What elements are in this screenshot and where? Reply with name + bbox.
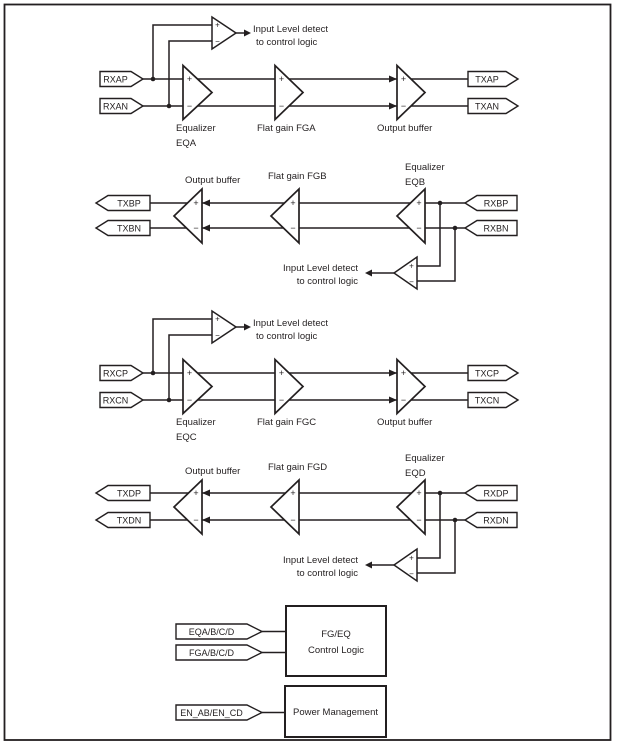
minus-sign: − [416, 223, 422, 233]
plus-sign: + [416, 488, 422, 498]
junction-dot [151, 77, 156, 82]
equalizer-label: Equalizer [176, 417, 216, 428]
junction-dot [151, 371, 156, 376]
pin-label-txcn: TXCN [474, 395, 500, 406]
junction-dot [453, 226, 458, 231]
junction-dot [453, 518, 458, 523]
minus-sign: − [215, 331, 220, 340]
minus-sign: − [215, 37, 220, 46]
minus-sign: − [193, 515, 199, 525]
flat-gain-label: Flat gain FGA [257, 123, 316, 134]
arrowhead-icon [202, 517, 210, 524]
pin-label-rxcp: RXCP [102, 368, 129, 379]
pin-label-eq-control: EQA/B/C/D [188, 627, 235, 637]
output-buffer-label: Output buffer [377, 123, 433, 134]
minus-sign: − [278, 101, 285, 111]
minus-sign: − [400, 395, 407, 405]
detect-text-line1: Input Level detect [253, 318, 328, 329]
junction-dot [167, 104, 172, 109]
arrowhead-icon [365, 270, 372, 277]
detect-text-line1: Input Level detect [253, 24, 328, 35]
plus-sign: + [278, 368, 285, 378]
flat-gain-label: Flat gain FGD [268, 462, 328, 473]
junction-dot [438, 201, 443, 206]
arrowhead-icon [202, 200, 210, 207]
pin-label-txan: TXAN [474, 101, 500, 112]
detect-text-line1: Input Level detect [283, 263, 358, 274]
arrowhead-icon [244, 30, 251, 37]
output-buffer-label: Output buffer [377, 417, 433, 428]
pin-label-enable: EN_AB/EN_CD [180, 708, 243, 718]
minus-sign: − [186, 395, 193, 405]
control-logic-box-line1: FG/EQ [321, 629, 351, 640]
plus-sign: + [186, 74, 193, 84]
pin-label-txbn: TXBN [116, 223, 142, 234]
plus-sign: + [186, 368, 193, 378]
equalizer-id-label: EQB [405, 177, 426, 188]
arrowhead-icon [365, 562, 372, 569]
pin-label-rxan: RXAN [102, 101, 129, 112]
output-buffer-label: Output buffer [185, 466, 241, 477]
equalizer-id-label: EQC [176, 432, 197, 443]
minus-sign: − [416, 515, 422, 525]
minus-sign: − [290, 515, 296, 525]
pin-label-rxcn: RXCN [102, 395, 129, 406]
channel-c [100, 311, 518, 443]
minus-sign: − [186, 101, 193, 111]
detect-text-line2: to control logic [256, 37, 318, 48]
minus-sign: − [278, 395, 285, 405]
plus-sign: + [290, 198, 296, 208]
plus-sign: + [290, 488, 296, 498]
pin-label-rxbn: RXBN [483, 223, 509, 234]
pin-label-fg-control: FGA/B/C/D [188, 648, 235, 658]
plus-sign: + [409, 261, 414, 271]
minus-sign: − [409, 277, 414, 287]
pin-label-rxdp: RXDP [483, 488, 509, 499]
plus-sign: + [193, 488, 199, 498]
pin-label-txcp: TXCP [474, 368, 500, 379]
plus-sign: + [400, 368, 407, 378]
minus-sign: − [400, 101, 407, 111]
detect-text-line2: to control logic [296, 276, 358, 287]
control-logic-box-line2: Control Logic [308, 645, 364, 656]
junction-dot [167, 398, 172, 403]
fgeq-control-logic-box [286, 606, 386, 676]
arrowhead-icon [389, 103, 397, 110]
pin-label-rxbp: RXBP [483, 198, 509, 209]
plus-sign: + [215, 314, 220, 324]
equalizer-label: Equalizer [405, 162, 445, 173]
arrowhead-icon [389, 370, 397, 377]
plus-sign: + [400, 74, 407, 84]
flat-gain-label: Flat gain FGB [268, 171, 327, 182]
pin-label-rxdn: RXDN [483, 515, 509, 526]
plus-sign: + [409, 553, 414, 563]
pin-label-txbp: TXBP [117, 198, 141, 209]
minus-sign: − [409, 569, 414, 579]
channel-a [100, 17, 518, 149]
junction-dot [438, 491, 443, 496]
equalizer-id-label: EQD [405, 468, 426, 479]
power-management-box-label: Power Management [292, 707, 379, 718]
channel-d [96, 453, 517, 581]
channel-b [96, 162, 517, 289]
equalizer-id-label: EQA [176, 138, 197, 149]
plus-sign: + [215, 20, 220, 30]
detect-text-line1: Input Level detect [283, 555, 358, 566]
detect-text-line2: to control logic [296, 568, 358, 579]
detect-text-line2: to control logic [256, 331, 318, 342]
minus-sign: − [290, 223, 296, 233]
plus-sign: + [278, 74, 285, 84]
equalizer-label: Equalizer [405, 453, 445, 464]
plus-sign: + [416, 198, 422, 208]
arrowhead-icon [202, 490, 210, 497]
power-section [176, 686, 386, 737]
equalizer-label: Equalizer [176, 123, 216, 134]
pin-label-txdp: TXDP [116, 488, 142, 499]
plus-sign: + [193, 198, 199, 208]
flat-gain-label: Flat gain FGC [257, 417, 317, 428]
minus-sign: − [193, 223, 199, 233]
arrowhead-icon [389, 397, 397, 404]
pin-label-rxap: RXAP [103, 74, 128, 85]
control-logic-section [176, 606, 386, 676]
arrowhead-icon [244, 324, 251, 331]
output-buffer-label: Output buffer [185, 175, 241, 186]
pin-label-txap: TXAP [475, 74, 499, 85]
pin-label-txdn: TXDN [116, 515, 142, 526]
arrowhead-icon [202, 225, 210, 232]
arrowhead-icon [389, 76, 397, 83]
